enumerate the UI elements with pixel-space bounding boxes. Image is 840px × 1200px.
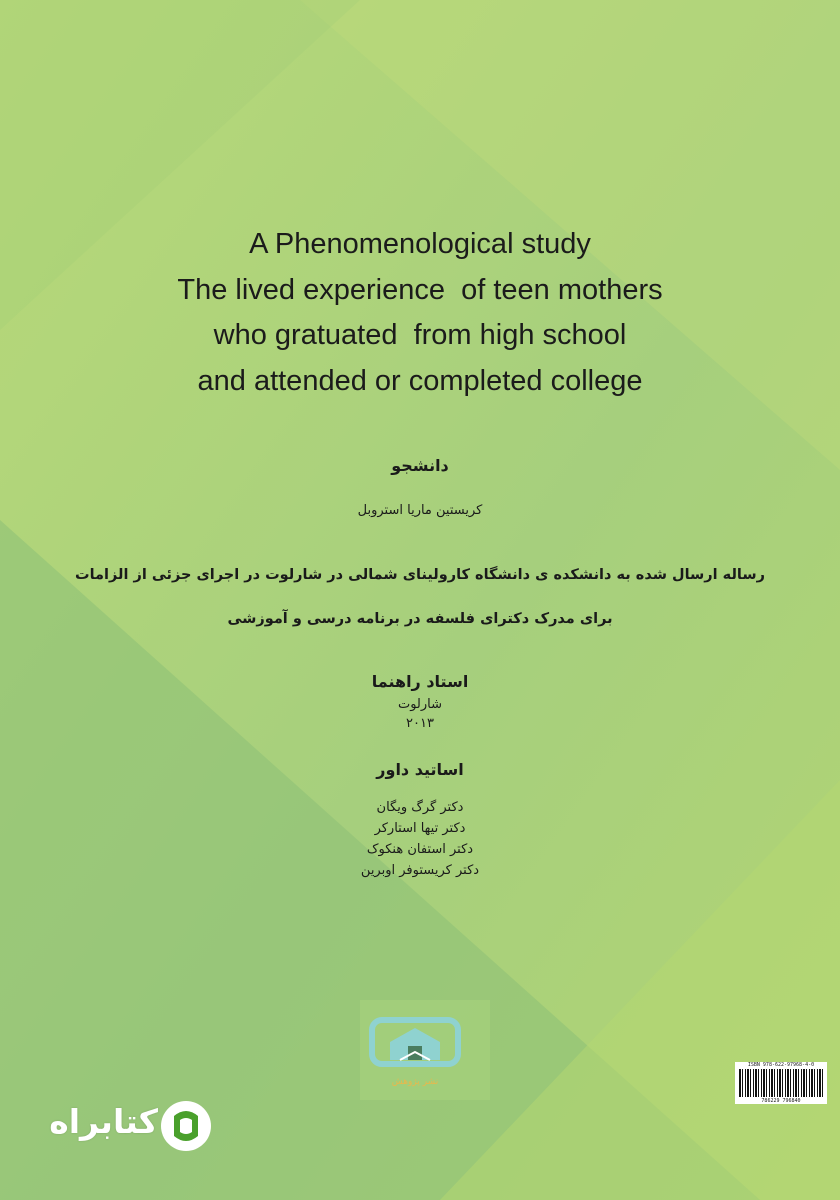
barcode-bar [745, 1069, 746, 1097]
barcode-bar [787, 1069, 789, 1097]
barcode-bar [806, 1069, 807, 1097]
barcode-bar [761, 1069, 762, 1097]
barcode-bar [766, 1069, 767, 1097]
advisor-label: استاد راهنما [371, 672, 469, 691]
barcode-bar [801, 1069, 802, 1097]
brand-text: کتابراه [49, 1102, 158, 1141]
title-line: A Phenomenological study [249, 228, 591, 260]
student-label: دانشجو [391, 456, 449, 475]
barcode-bar [750, 1069, 751, 1097]
barcode-bar [774, 1069, 775, 1097]
barcode [735, 1062, 827, 1104]
referee-name: دکتر گرگ ویگان [376, 800, 464, 815]
barcode-bar [747, 1069, 749, 1097]
barcode-bar [771, 1069, 773, 1097]
barcode-bar [811, 1069, 813, 1097]
referee-name: دکتر کریستوفر اوبرین [360, 863, 480, 878]
brand-icon [156, 1096, 216, 1156]
year: ۲۰۱۳ [406, 716, 434, 731]
barcode-digits: 786229 796840 [761, 1098, 801, 1104]
brand-watermark [38, 1088, 218, 1160]
description-line: رساله ارسال شده به دانشکده ی دانشگاه کارولینای شمالی در شارلوت در اجرای جزئی از الزامات [75, 567, 765, 583]
barcode-bar [822, 1069, 823, 1097]
barcode-bar [739, 1069, 741, 1097]
barcode-bar [790, 1069, 791, 1097]
barcode-bar [753, 1069, 754, 1097]
student-name: کریستین ماریا استروبل [357, 503, 483, 518]
barcode-bar [814, 1069, 815, 1097]
referees-label: اساتید داور [376, 760, 464, 779]
barcode-bar [777, 1069, 778, 1097]
title-line: and attended or completed college [197, 364, 643, 397]
barcode-bar [769, 1069, 770, 1097]
title-line: who gratuated from high school [213, 319, 627, 351]
referee-name: دکتر استفان هنکوک [366, 842, 474, 857]
barcode-bar [742, 1069, 743, 1097]
publisher-logo-text: نشر پژوهش [391, 1077, 439, 1087]
barcode-bar [795, 1069, 797, 1097]
isbn-text: ISBN 978-622-97968-4-0 [747, 1062, 815, 1068]
barcode-bar [758, 1069, 759, 1097]
city: شارلوت [397, 697, 443, 712]
referees-list [0, 797, 840, 881]
publisher-logo [360, 1000, 490, 1100]
barcode-bar [782, 1069, 783, 1097]
barcode-bar [763, 1069, 765, 1097]
barcode-bar [819, 1069, 821, 1097]
barcode-bar [755, 1069, 757, 1097]
referee-name: دکتر تیها استارکر [374, 821, 466, 836]
barcode-bar [779, 1069, 781, 1097]
barcode-bar [803, 1069, 805, 1097]
barcode-bar [785, 1069, 786, 1097]
english-title [0, 222, 840, 404]
barcode-bar [793, 1069, 794, 1097]
barcode-bar [798, 1069, 799, 1097]
barcode-bar [817, 1069, 818, 1097]
barcode-bar [809, 1069, 810, 1097]
title-line: The lived experience of teen mothers [177, 273, 663, 306]
description-line: برای مدرک دکترای فلسفه در برنامه درسی و آموزشی [227, 611, 613, 627]
